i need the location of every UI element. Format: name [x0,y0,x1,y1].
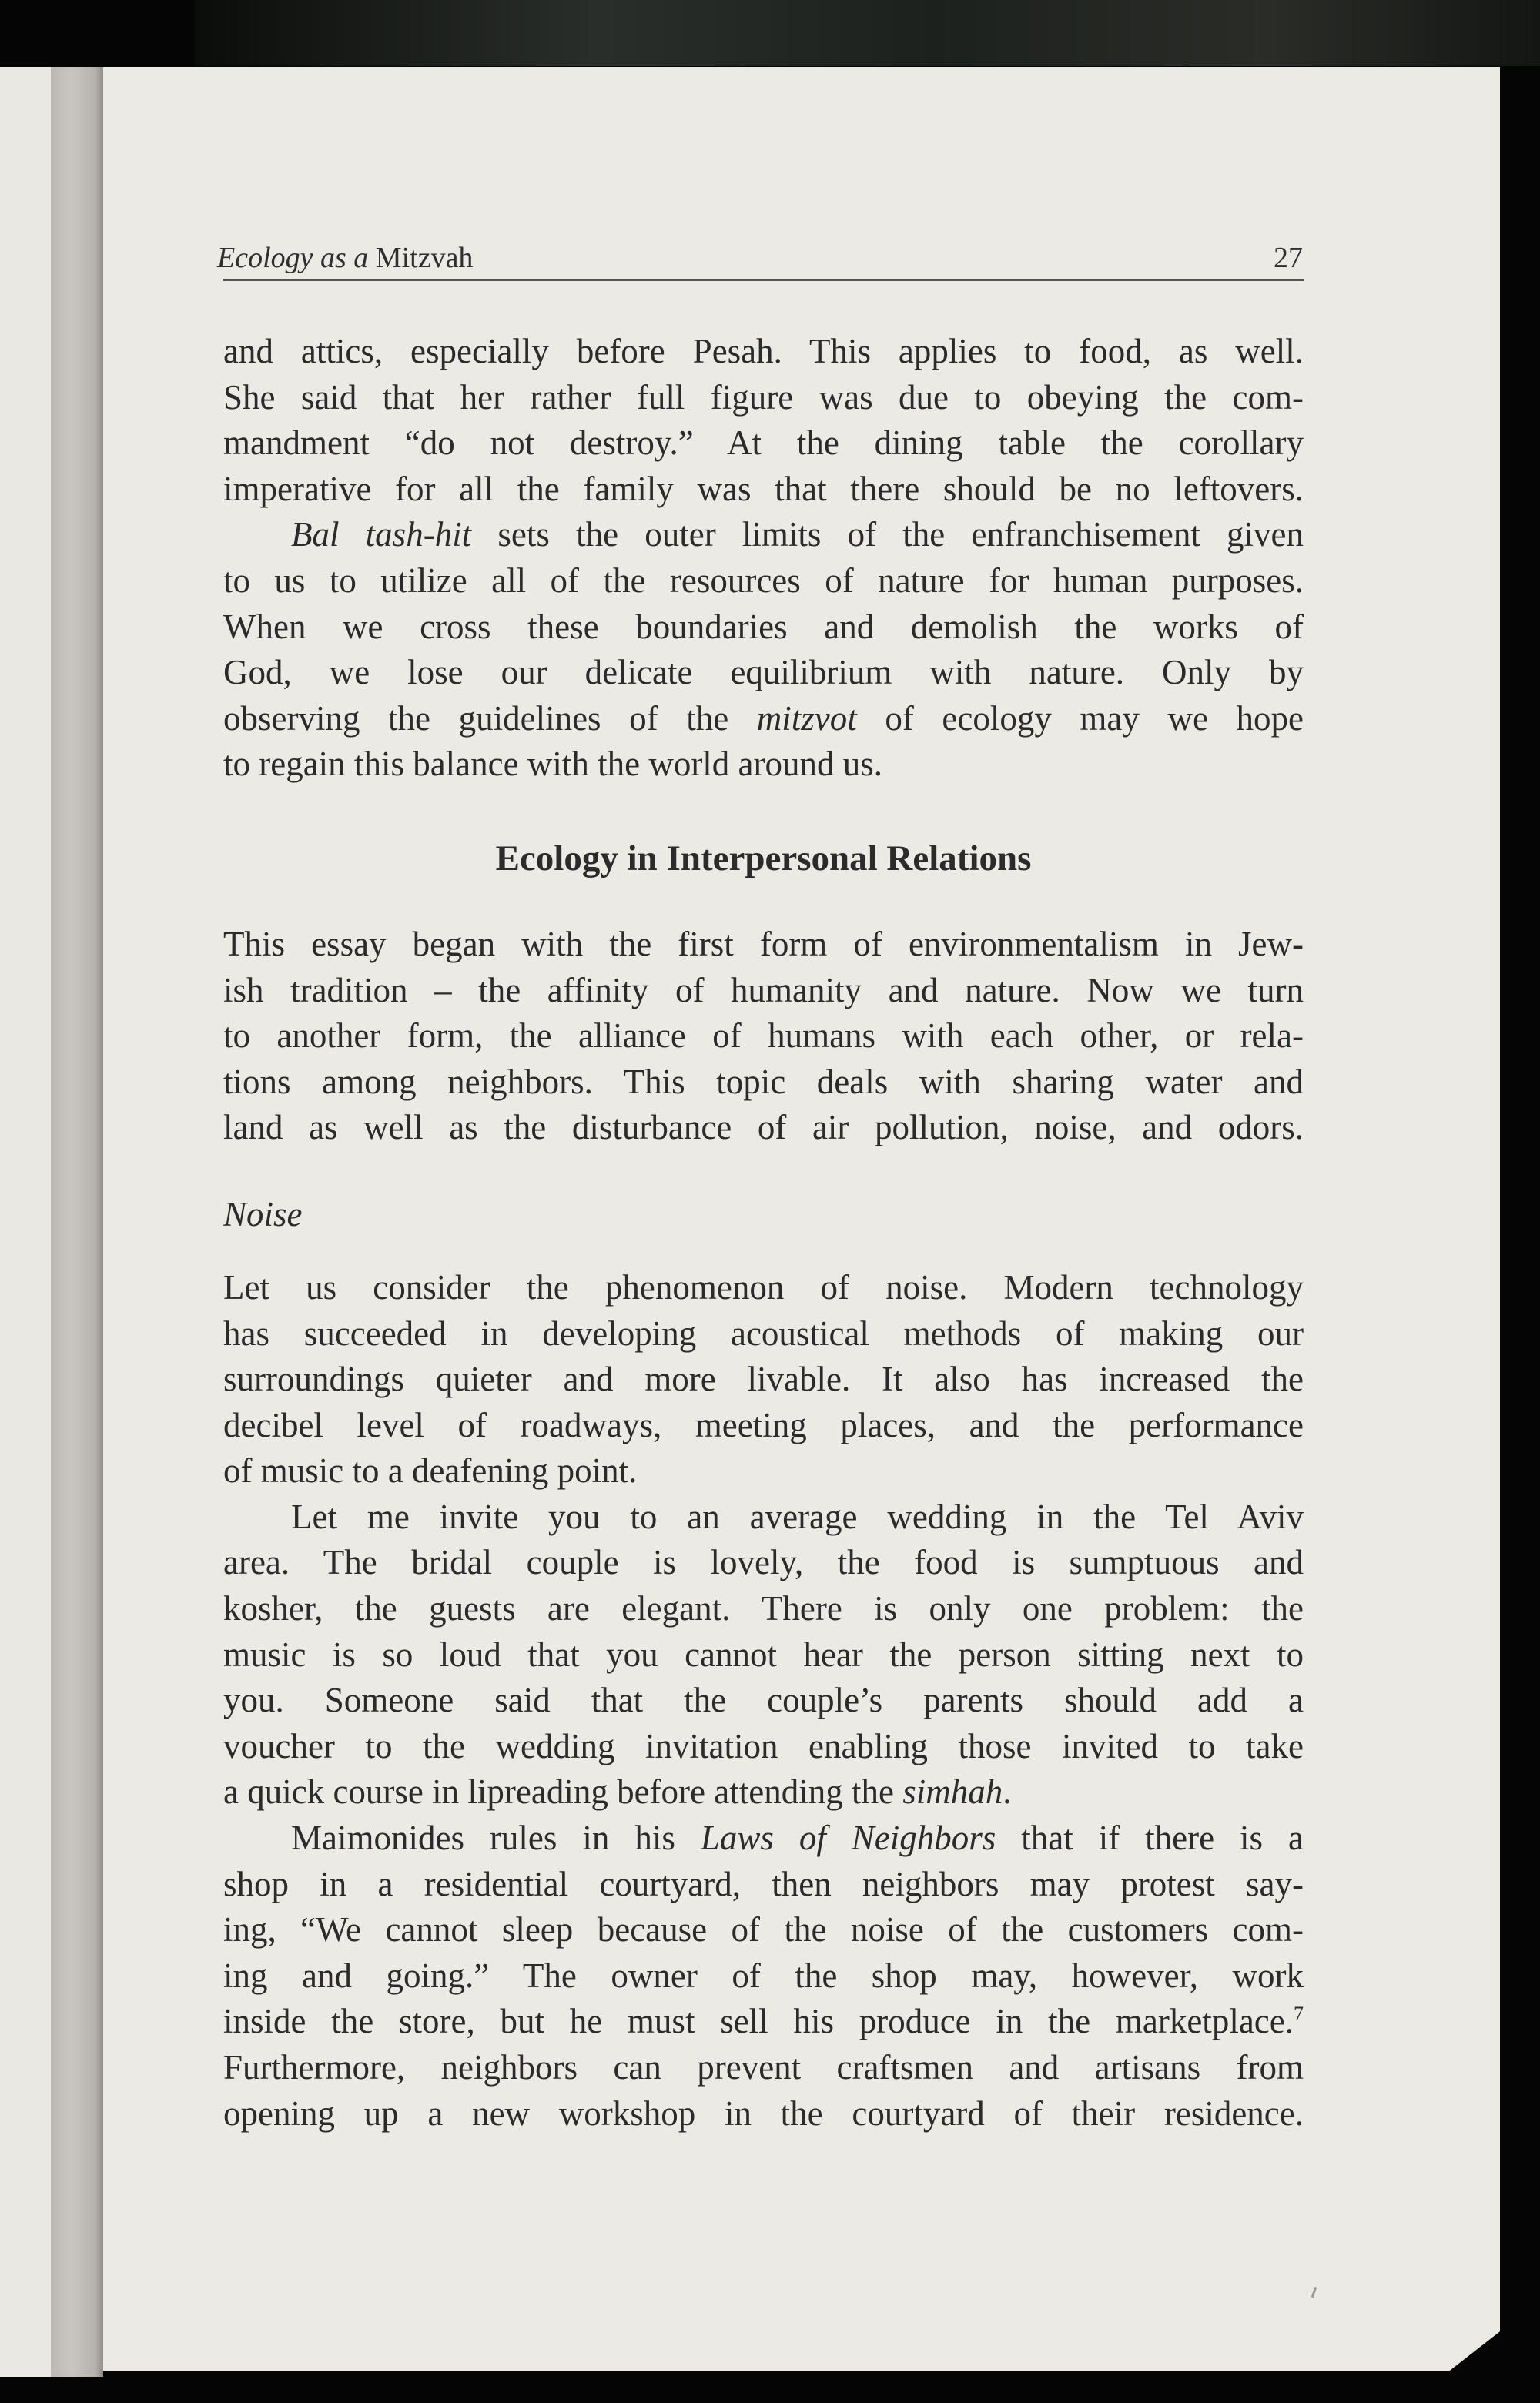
text-line: shop in a residential courtyard, then neighbors may protest say- [223,1864,1304,1903]
page-number: 27 [1274,242,1303,274]
text-run: a quick course in lipreading before attending the [223,1772,903,1812]
text-line: to us to utilize all of the resources of nature for human purposes. [223,561,1304,600]
paragraph-5 [223,1494,1304,1816]
text-line: land as well as the disturbance of air pollution, noise, and odors. [223,1108,1304,1147]
paragraph-1 [223,329,1304,512]
text-line: and attics, especially before Pesah. This applies to food, as well. [223,332,1304,370]
text-line: She said that her rather full figure was due to obeying the com- [223,377,1304,417]
section-heading: Ecology in Interpersonal Relations [495,838,1032,879]
text-line: Furthermore, neighbors can prevent craftsmen and artisans from [223,2048,1304,2087]
text-run: that if there is a [996,1819,1304,1858]
text-line: God, we lose our delicate equilibrium with nature. Only by [223,653,1304,692]
hebrew-term: mitzvot [756,698,857,738]
text-line: area. The bridal couple is lovely, the food is sumptuous and [223,1543,1304,1582]
text-line [223,696,1304,742]
text-line: of music to a deafening point. [223,1451,638,1491]
text-line: When we cross these boundaries and demolish the works of [223,607,1304,646]
footnote-marker[interactable]: 7 [1294,2003,1304,2026]
running-title-italic: Ecology as a [217,242,369,274]
hebrew-term: simhah [902,1772,1003,1812]
text-line: Let us consider the phenomenon of noise. Modern technology [223,1267,1304,1307]
running-title [217,239,473,277]
subsection-heading: Noise [223,1194,303,1233]
header-rule [223,279,1304,281]
paragraph-4 [223,1265,1304,1494]
paragraph-6 [223,1816,1304,2137]
text-line: imperative for all the family was that there should be no leftovers. [223,469,1304,508]
text-line: to another form, the alliance of humans with each other, or rela- [223,1016,1304,1056]
text-line: mandment “do not destroy.” At the dining table the corollary [223,423,1304,463]
text-line: tions among neighbors. This topic deals with sharing water and [223,1062,1304,1101]
text-line: to regain this balance with the world around us. [223,745,883,784]
text-run: . [1003,1772,1012,1812]
running-title-roman: Mitzvah [368,242,474,274]
facing-page-edge [0,67,51,2377]
text-run: observing the guidelines of the [223,698,757,738]
hebrew-term: Bal tash-hit [291,515,472,554]
text-line: surroundings quieter and more livable. It also has increased the [223,1360,1304,1399]
text-line: voucher to the wedding invitation enabling those invited to take [223,1726,1304,1765]
text-line [223,512,1304,558]
paragraph-3 [223,922,1304,1151]
text-line [223,1816,1304,1862]
text-line: kosher, the guests are elegant. There is only one problem: the [223,1589,1304,1628]
running-header [217,239,1303,277]
text-run: sets the outer limits of the enfranchisement given [471,515,1304,554]
text-run: of ecology may we hope [856,698,1304,738]
book-title: Laws of Neighbors [700,1819,996,1858]
text-line: This essay began with the first form of environmentalism in Jew- [223,924,1304,963]
text-line: you. Someone said that the couple’s parents should add a [223,1681,1304,1720]
background-surface [194,0,1540,66]
text-line: opening up a new workshop in the courtyard of their residence. [223,2093,1304,2133]
paragraph-2 [223,512,1304,788]
text-line [223,1769,1304,1816]
text-run: Maimonides rules in his [291,1819,701,1858]
text-line: ing, “We cannot sleep because of the noise of the customers com- [223,1910,1304,1950]
text-line: decibel level of roadways, meeting places, and the performance [223,1405,1304,1444]
text-line [223,1999,1304,2045]
text-line: ing and going.” The owner of the shop may, however, work [223,1956,1304,1995]
text-line: Let me invite you to an average wedding in the Tel Aviv [291,1497,1304,1536]
body-text [223,329,1304,2137]
text-run: inside the store, but he must sell his produce in the marketplace. [223,2002,1294,2041]
book-gutter [51,67,103,2377]
text-line: ish tradition – the affinity of humanity and nature. Now we turn [223,970,1304,1009]
text-line: music is so loud that you cannot hear the person sitting next to [223,1635,1304,1674]
text-line: has succeeded in developing acoustical methods of making our [223,1314,1304,1353]
